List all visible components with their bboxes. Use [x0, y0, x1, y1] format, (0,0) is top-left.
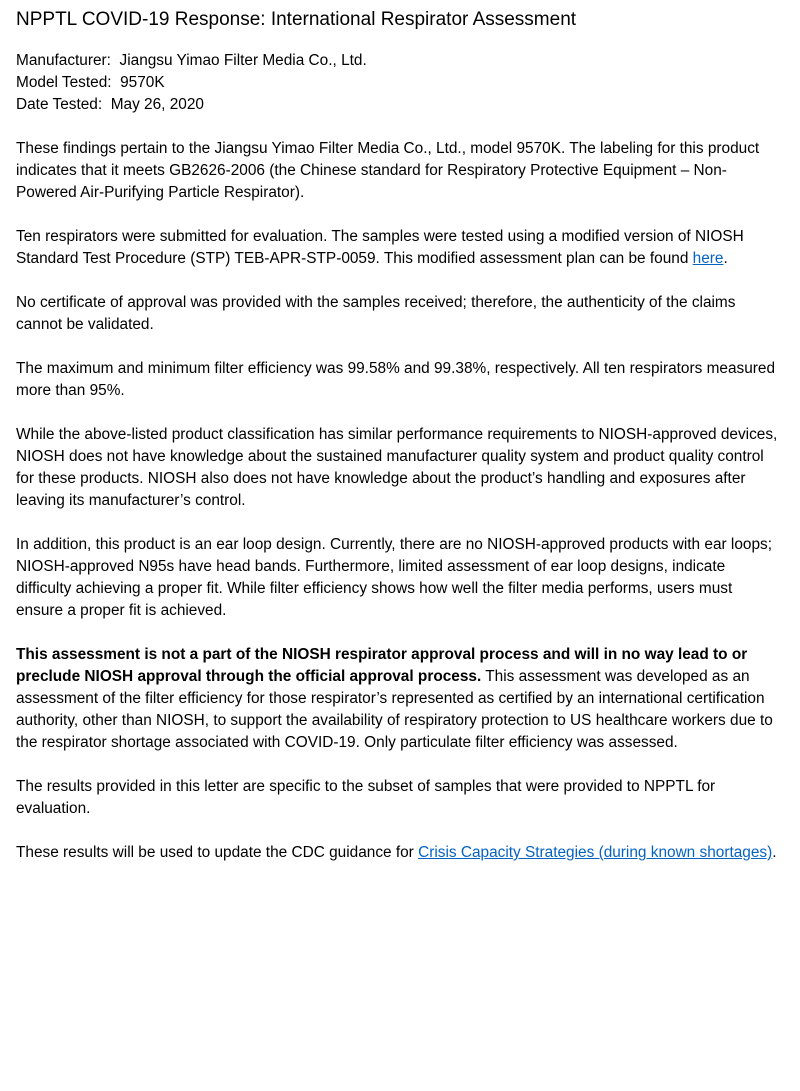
crisis-capacity-link[interactable]: Crisis Capacity Strategies (during known shortages): [418, 844, 773, 861]
guidance-end: .: [772, 844, 777, 861]
efficiency-paragraph: The maximum and minimum filter efficiency was 99.58% and 99.38%, respectively. All ten respirators measured more than 95%.: [16, 360, 776, 399]
manufacturer-label: Manufacturer:: [16, 52, 111, 69]
findings-paragraph: These findings pertain to the Jiangsu Yimao Filter Media Co., Ltd., model 9570K. The labeling for this product indicates that it meets GB2626-2006 (the Chinese standard for Respiratory Protective Equipment – Non-Powered Air-Purifying Particle Respirator).: [16, 140, 760, 201]
disclaimer-bold-text: This assessment is not a part of the NIOSH respirator approval process and will in no way lead to or preclude NIOSH approval through the official approval process.: [16, 646, 748, 685]
results-scope-paragraph: The results provided in this letter are specific to the subset of samples that were provided to NPPTL for evaluation.: [16, 778, 716, 817]
manufacturer-value: Jiangsu Yimao Filter Media Co., Ltd.: [119, 52, 367, 69]
test-procedure-text: Ten respirators were submitted for evaluation. The samples were tested using a modified version of NIOSH Standard Test Procedure (STP) TEB-APR-STP-0059. This modified assessment plan can be found: [16, 228, 744, 267]
assessment-plan-link[interactable]: here: [692, 250, 724, 267]
certificate-paragraph: No certificate of approval was provided with the samples received; therefore, the authenticity of the claims cannot be validated.: [16, 294, 736, 333]
date-value: May 26, 2020: [110, 96, 204, 113]
model-value: 9570K: [120, 74, 165, 91]
guidance-text: These results will be used to update the CDC guidance for: [16, 844, 419, 861]
quality-paragraph: While the above-listed product classification has similar performance requirements to NIOSH-approved devices, NIOSH does not have knowledge about the sustained manufacturer quality system and product quality control for these products. NIOSH also does not have knowledge about the product’s handling and exposures after leaving its manufacturer’s control.: [16, 426, 778, 509]
model-line: [16, 72, 778, 94]
page-title: NPPTL COVID-19 Response: International Respirator Assessment: [16, 9, 577, 30]
assessment-metadata: [16, 50, 778, 116]
guidance-paragraph: [16, 842, 778, 864]
test-procedure-end: .: [723, 250, 728, 267]
ear-loop-paragraph: In addition, this product is an ear loop design. Currently, there are no NIOSH-approved products with ear loops; NIOSH-approved N95s have head bands. Furthermore, limited assessment of ear loop designs, indicate difficulty achieving a proper fit. While filter efficiency shows how well the filter media performs, users must ensure a proper fit is achieved.: [16, 536, 772, 619]
disclaimer-paragraph: [16, 644, 778, 754]
date-label: Date Tested:: [16, 96, 103, 113]
date-line: [16, 94, 778, 116]
manufacturer-line: [16, 50, 778, 72]
test-procedure-paragraph: [16, 226, 778, 270]
model-label: Model Tested:: [16, 74, 112, 91]
disclaimer-text: This assessment was developed as an assessment of the filter efficiency for those respirator’s represented as certified by an international certification authority, other than NIOSH, to support the availability of respiratory protection to US healthcare workers due to the respirator shortage associated with COVID-19. Only particulate filter efficiency was assessed.: [16, 668, 773, 751]
